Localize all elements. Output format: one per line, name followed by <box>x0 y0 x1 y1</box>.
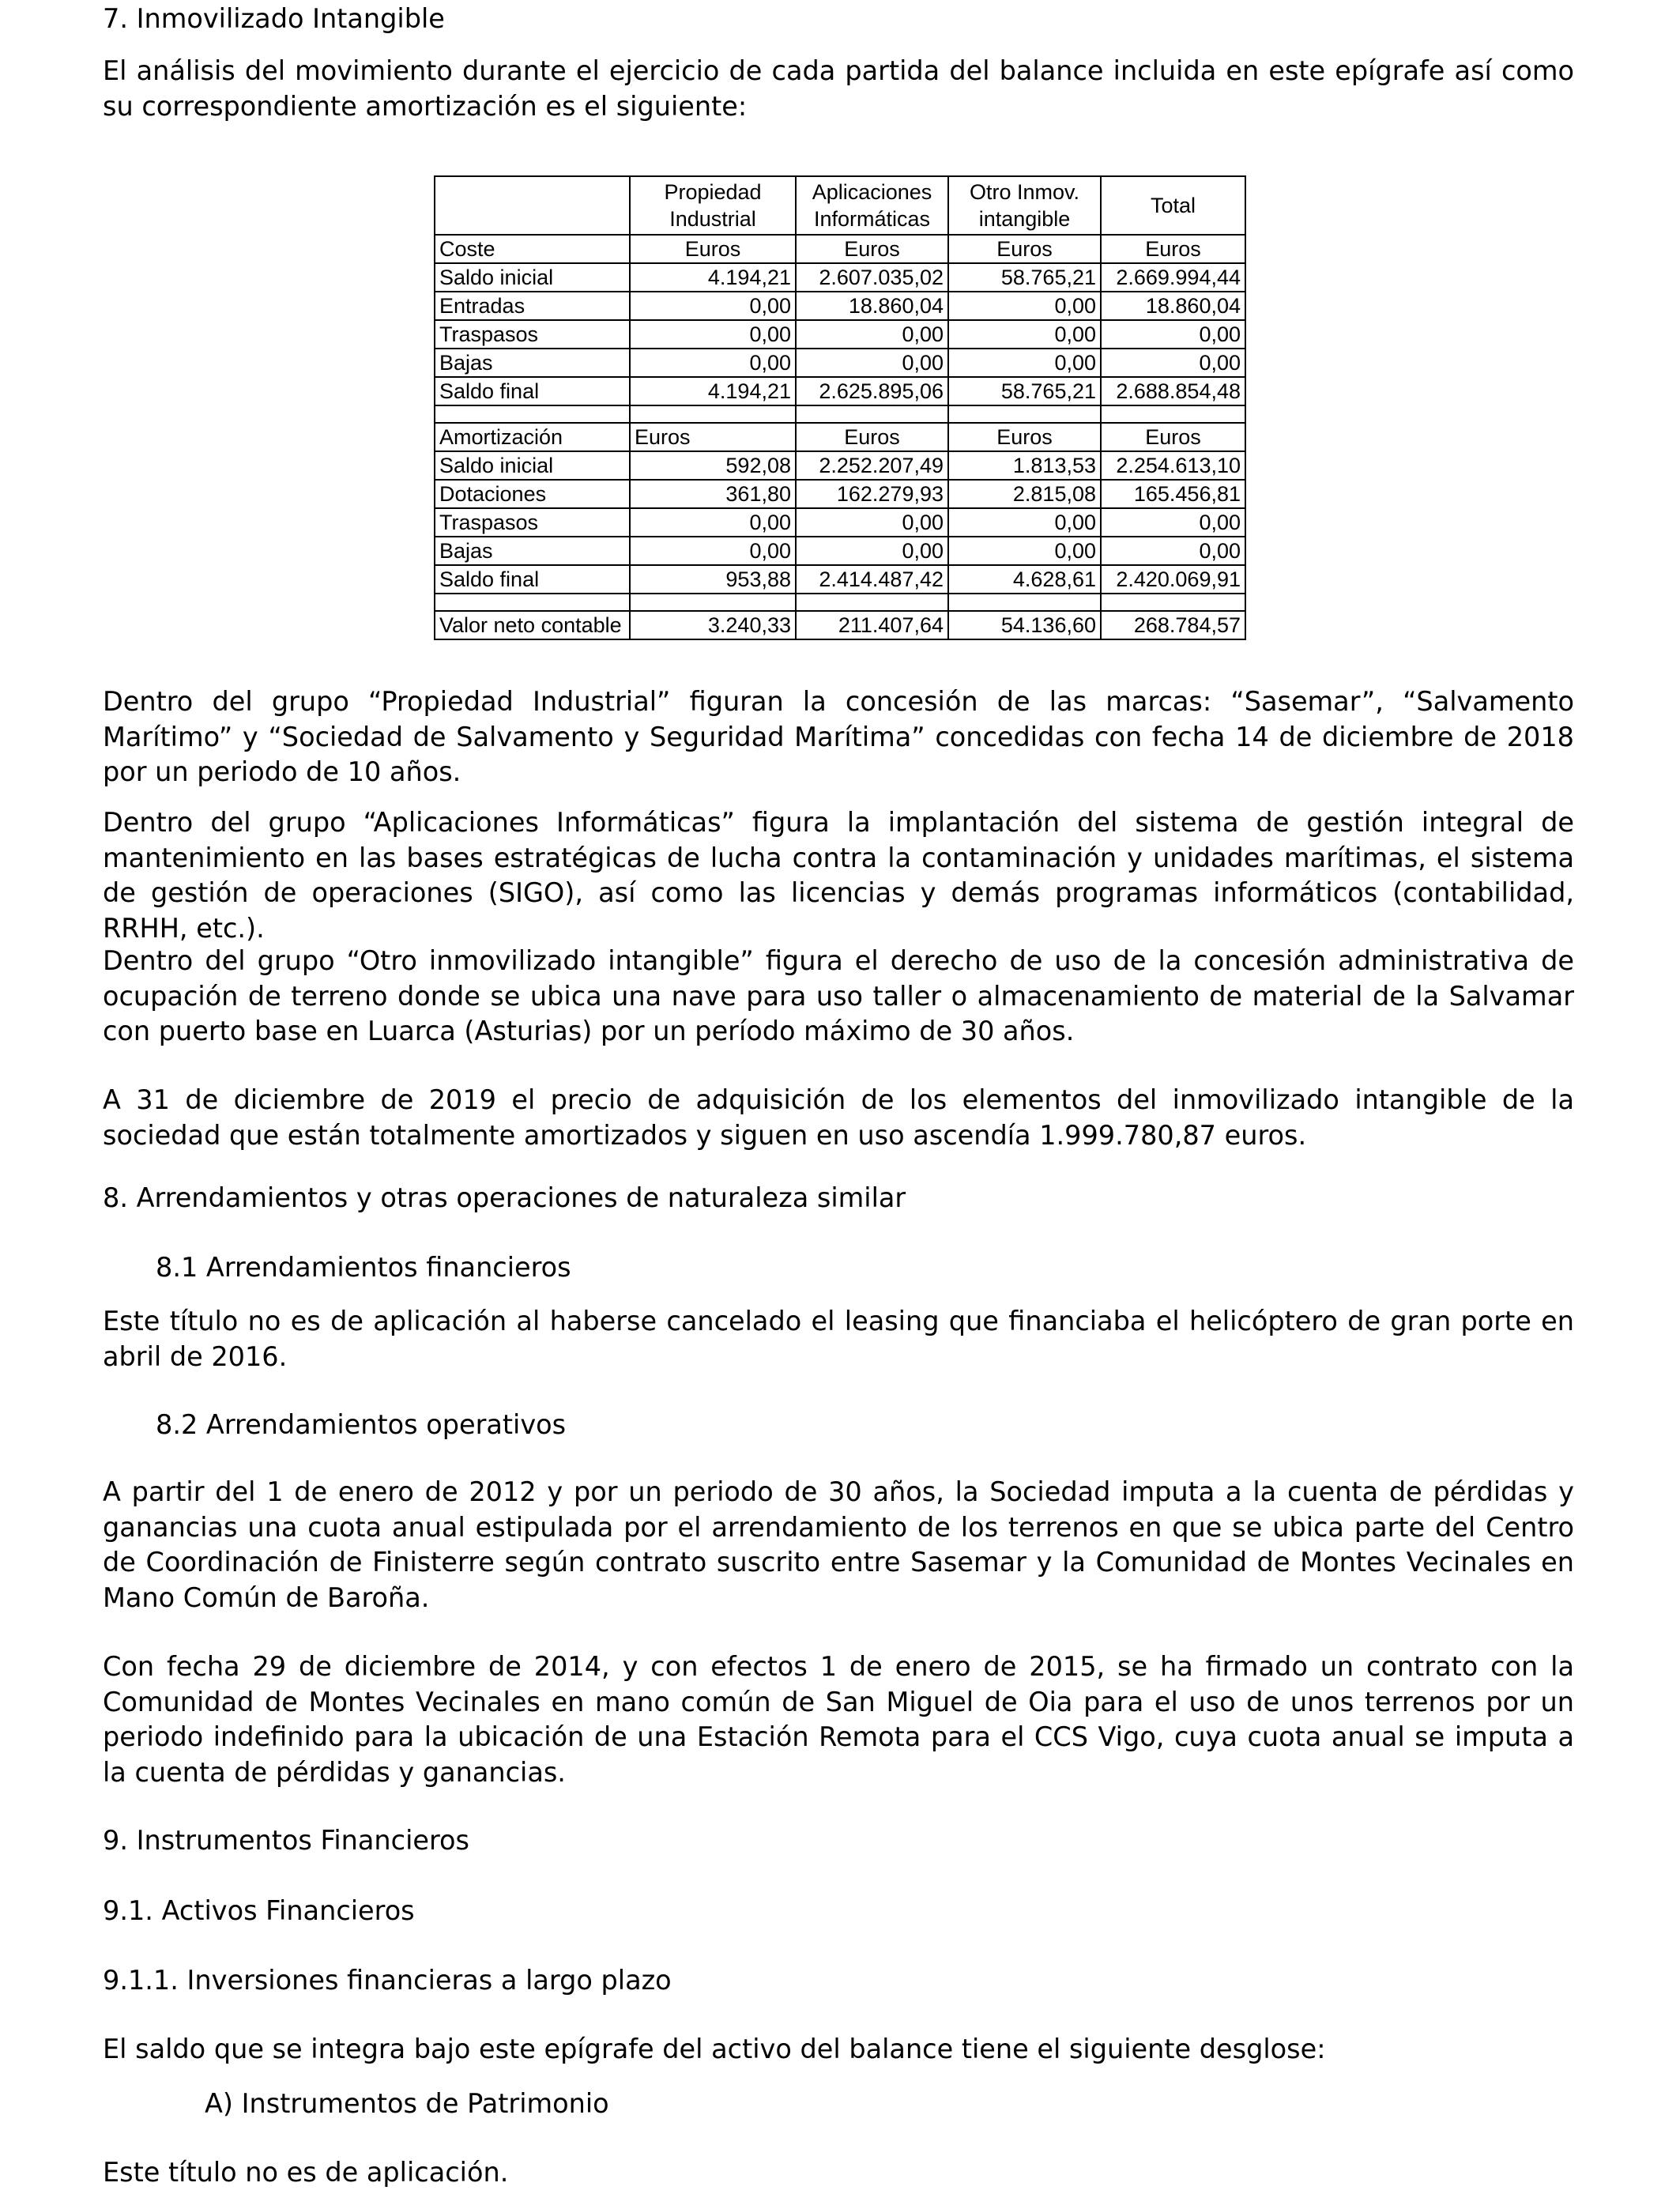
paragraph-aplicaciones-informaticas: Dentro del grupo “Aplicaciones Informáticas” figura la implantación del sistema de gestión integral de mantenimiento en las bases estratégicas de lucha contra la contaminación y unidades marítimas, el sistema de gestión de operaciones (SIGO), así como las licencias y demás programas informáticos (contabilidad, RRHH, etc.). <box>103 807 1574 944</box>
section-8-1-heading: 8.1 Arrendamientos financieros <box>156 1252 571 1283</box>
table-row <box>435 292 1245 320</box>
value-cell: 4.194,21 <box>630 263 796 292</box>
section-9-1-1-heading: 9.1.1. Inversiones financieras a largo plazo <box>103 1965 672 1996</box>
section-8-2-paragraph-1: A partir del 1 de enero de 2012 y por un periodo de 30 años, la Sociedad imputa a la cuenta de pérdidas y ganancias una cuota anual estipulada por el arrendamiento de los terrenos en que se ubica parte del Centro de Coordinación de Finisterre según contrato suscrito entre Sasemar y la Comunidad de Montes Vecinales en Mano Común de Baroña. <box>103 1476 1574 1613</box>
row-label: Entradas <box>435 292 630 320</box>
net-value-label: Valor neto contable <box>435 611 630 639</box>
value-cell: 0,00 <box>948 537 1101 565</box>
value-cell: 58.765,21 <box>948 263 1101 292</box>
row-label: Saldo inicial <box>435 263 630 292</box>
value-cell: 0,00 <box>1101 537 1245 565</box>
table-header-row <box>435 176 1245 235</box>
table-row <box>435 508 1245 537</box>
net-value-row <box>435 611 1245 639</box>
value-cell: 0,00 <box>796 537 948 565</box>
value-cell: 953,88 <box>630 565 796 594</box>
coste-label: Coste <box>435 235 630 263</box>
value-cell: 54.136,60 <box>948 611 1101 639</box>
unit-cell: Euros <box>630 235 796 263</box>
row-label: Bajas <box>435 537 630 565</box>
value-cell: 18.860,04 <box>1101 292 1245 320</box>
value-cell: 0,00 <box>1101 320 1245 349</box>
unit-cell: Euros <box>1101 235 1245 263</box>
unit-cell: Euros <box>630 423 796 451</box>
row-label: Saldo final <box>435 377 630 405</box>
section-8-2-heading: 8.2 Arrendamientos operativos <box>156 1409 567 1440</box>
item-a-text: Este título no es de aplicación. <box>103 2157 509 2188</box>
section-8-1-text: Este título no es de aplicación al haberse cancelado el leasing que financiaba el helicóptero de gran porte en abril de 2016. <box>103 1306 1574 1372</box>
value-cell: 1.813,53 <box>948 451 1101 480</box>
value-cell: 4.194,21 <box>630 377 796 405</box>
value-cell: 165.456,81 <box>1101 480 1245 508</box>
table-row <box>435 349 1245 377</box>
unit-cell: Euros <box>1101 423 1245 451</box>
table-row <box>435 451 1245 480</box>
item-a-heading: A) Instrumentos de Patrimonio <box>205 2088 609 2119</box>
value-cell: 0,00 <box>630 537 796 565</box>
value-cell: 0,00 <box>948 508 1101 537</box>
value-cell: 2.669.994,44 <box>1101 263 1245 292</box>
value-cell: 0,00 <box>796 508 948 537</box>
coste-units-row <box>435 235 1245 263</box>
unit-cell: Euros <box>948 235 1101 263</box>
section-9-heading: 9. Instrumentos Financieros <box>103 1825 469 1856</box>
value-cell: 2.625.895,06 <box>796 377 948 405</box>
value-cell: 0,00 <box>948 349 1101 377</box>
value-cell: 2.815,08 <box>948 480 1101 508</box>
header-otro-inmov-intangible: Otro Inmov. intangible <box>948 176 1101 235</box>
value-cell: 162.279,93 <box>796 480 948 508</box>
value-cell: 592,08 <box>630 451 796 480</box>
value-cell: 0,00 <box>796 320 948 349</box>
value-cell: 2.607.035,02 <box>796 263 948 292</box>
paragraph-totalmente-amortizados: A 31 de diciembre de 2019 el precio de adquisición de los elementos del inmovilizado intangible de la sociedad que están totalmente amortizados y siguen en uso ascendía 1.999.780,87 euros. <box>103 1084 1574 1151</box>
value-cell: 0,00 <box>630 320 796 349</box>
section-8-2-paragraph-2: Con fecha 29 de diciembre de 2014, y con efectos 1 de enero de 2015, se ha firmado un contrato con la Comunidad de Montes Vecinales en mano común de San Miguel de Oia para el uso de unos terrenos por un periodo indefinido para la ubicación de una Estación Remota para el CCS Vigo, cuya cuota anual se imputa a la cuenta de pérdidas y ganancias. <box>103 1651 1574 1788</box>
value-cell: 2.420.069,91 <box>1101 565 1245 594</box>
table-row <box>435 537 1245 565</box>
value-cell: 2.254.613,10 <box>1101 451 1245 480</box>
value-cell: 268.784,57 <box>1101 611 1245 639</box>
paragraph-otro-inmovilizado: Dentro del grupo “Otro inmovilizado intangible” figura el derecho de uso de la concesión administrativa de ocupación de terreno donde se ubica una nave para uso taller o almacenamiento de material de la Salvamar con puerto base en Luarca (Asturias) por un período máximo de 30 años. <box>103 945 1574 1046</box>
value-cell: 4.628,61 <box>948 565 1101 594</box>
row-label: Saldo inicial <box>435 451 630 480</box>
section-7-heading: 7. Inmovilizado Intangible <box>103 3 445 34</box>
row-label: Bajas <box>435 349 630 377</box>
value-cell: 361,80 <box>630 480 796 508</box>
value-cell: 0,00 <box>948 292 1101 320</box>
section-9-1-1-text: El saldo que se integra bajo este epígrafe del activo del balance tiene el siguiente desglose: <box>103 2034 1326 2064</box>
value-cell: 0,00 <box>630 349 796 377</box>
value-cell: 0,00 <box>1101 508 1245 537</box>
table-row <box>435 377 1245 405</box>
header-empty-cell <box>435 176 630 235</box>
unit-cell: Euros <box>796 235 948 263</box>
table-row <box>435 320 1245 349</box>
amortizacion-label: Amortización <box>435 423 630 451</box>
table-row <box>435 263 1245 292</box>
section-9-1-heading: 9.1. Activos Financieros <box>103 1895 415 1926</box>
table-row <box>435 480 1245 508</box>
spacer-row <box>435 405 1245 423</box>
section-7-intro: El análisis del movimiento durante el ejercicio de cada partida del balance incluida en este epígrafe así como su correspondiente amortización es el siguiente: <box>103 55 1574 122</box>
unit-cell: Euros <box>796 423 948 451</box>
intangible-assets-table <box>434 175 1246 640</box>
value-cell: 2.414.487,42 <box>796 565 948 594</box>
header-total: Total <box>1101 176 1245 235</box>
spacer-row <box>435 594 1245 611</box>
row-label: Dotaciones <box>435 480 630 508</box>
unit-cell: Euros <box>948 423 1101 451</box>
value-cell: 3.240,33 <box>630 611 796 639</box>
value-cell: 0,00 <box>630 508 796 537</box>
header-propiedad-industrial: Propiedad Industrial <box>630 176 796 235</box>
paragraph-propiedad-industrial: Dentro del grupo “Propiedad Industrial” figuran la concesión de las marcas: “Sasemar”, “Salvamento Marítimo” y “Sociedad de Salvamento y Seguridad Marítima” concedidas con fecha 14 de diciembre de 2018 por un periodo de 10 años. <box>103 686 1574 787</box>
value-cell: 0,00 <box>630 292 796 320</box>
table-row <box>435 565 1245 594</box>
value-cell: 2.688.854,48 <box>1101 377 1245 405</box>
row-label: Traspasos <box>435 508 630 537</box>
row-label: Saldo final <box>435 565 630 594</box>
value-cell: 211.407,64 <box>796 611 948 639</box>
header-aplicaciones-informaticas: Aplicaciones Informáticas <box>796 176 948 235</box>
value-cell: 0,00 <box>796 349 948 377</box>
value-cell: 58.765,21 <box>948 377 1101 405</box>
value-cell: 0,00 <box>1101 349 1245 377</box>
amortizacion-units-row <box>435 423 1245 451</box>
value-cell: 2.252.207,49 <box>796 451 948 480</box>
section-8-heading: 8. Arrendamientos y otras operaciones de naturaleza similar <box>103 1182 906 1213</box>
value-cell: 18.860,04 <box>796 292 948 320</box>
value-cell: 0,00 <box>948 320 1101 349</box>
row-label: Traspasos <box>435 320 630 349</box>
